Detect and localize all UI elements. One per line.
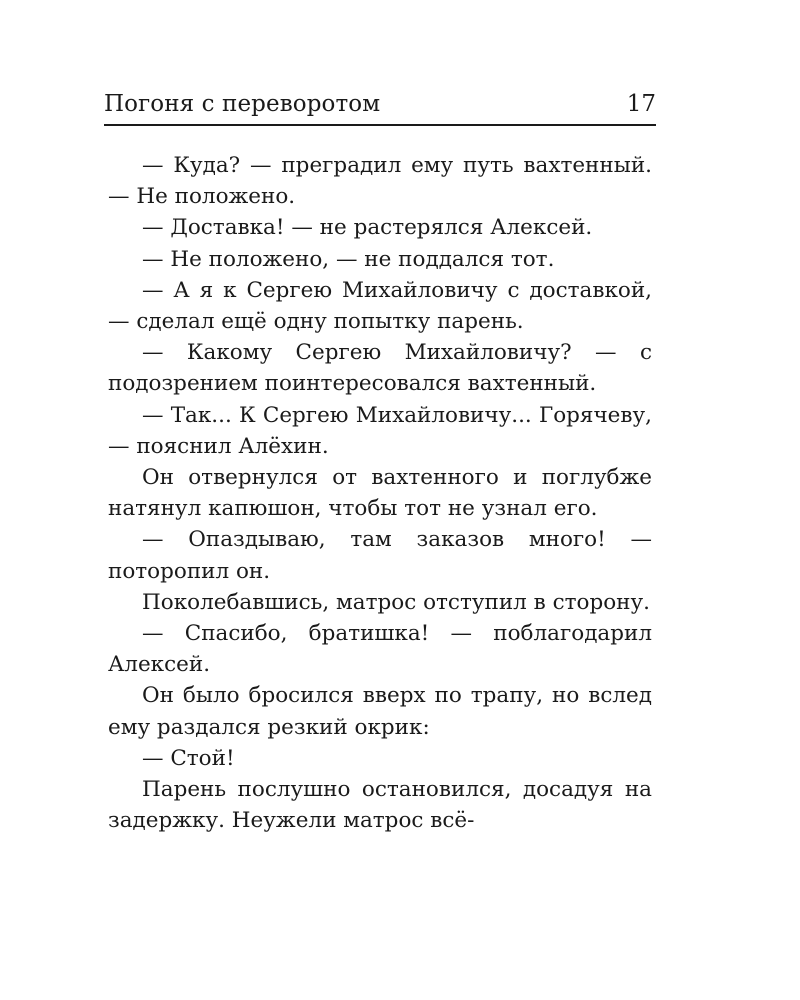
paragraph: — Так... К Сергею Михайловичу... Горячеву, — пояснил Алёхин. xyxy=(108,402,652,459)
running-title: Погоня с переворотом xyxy=(104,91,381,117)
paragraph: — Опаздываю, там заказов много! — поторопил он. xyxy=(108,527,652,584)
page-number: 17 xyxy=(626,91,656,117)
paragraph: Парень послушно остановился, досадуя на задержку. Неужели матрос всё- xyxy=(108,777,652,834)
paragraph: — Куда? — преградил ему путь вахтенный. — Не положено. xyxy=(108,153,652,210)
paragraph: — А я к Сергею Михайловичу с доставкой, — сделал ещё одну попытку парень. xyxy=(108,277,652,335)
paragraph: — Стой! xyxy=(142,745,235,771)
paragraph: Он отвернулся от вахтенного и поглубже натянул капюшон, чтобы тот не узнал его. xyxy=(108,465,652,522)
paragraph: Поколебавшись, матрос отступил в сторону. xyxy=(142,589,650,615)
paragraph: — Не положено, — не поддался тот. xyxy=(142,246,555,272)
paragraph: — Доставка! — не растерялся Алексей. xyxy=(142,215,593,241)
body-text xyxy=(108,150,652,836)
header-rule xyxy=(104,124,656,126)
paragraph: — Спасибо, братишка! — поблагодарил Алексей. xyxy=(108,621,652,678)
paragraph: Он было бросился вверх по трапу, но вслед ему раздался резкий окрик: xyxy=(108,683,652,740)
running-head xyxy=(104,88,656,120)
paragraph: — Какому Сергею Михайловичу? — с подозрением поинтересовался вахтенный. xyxy=(108,340,652,397)
